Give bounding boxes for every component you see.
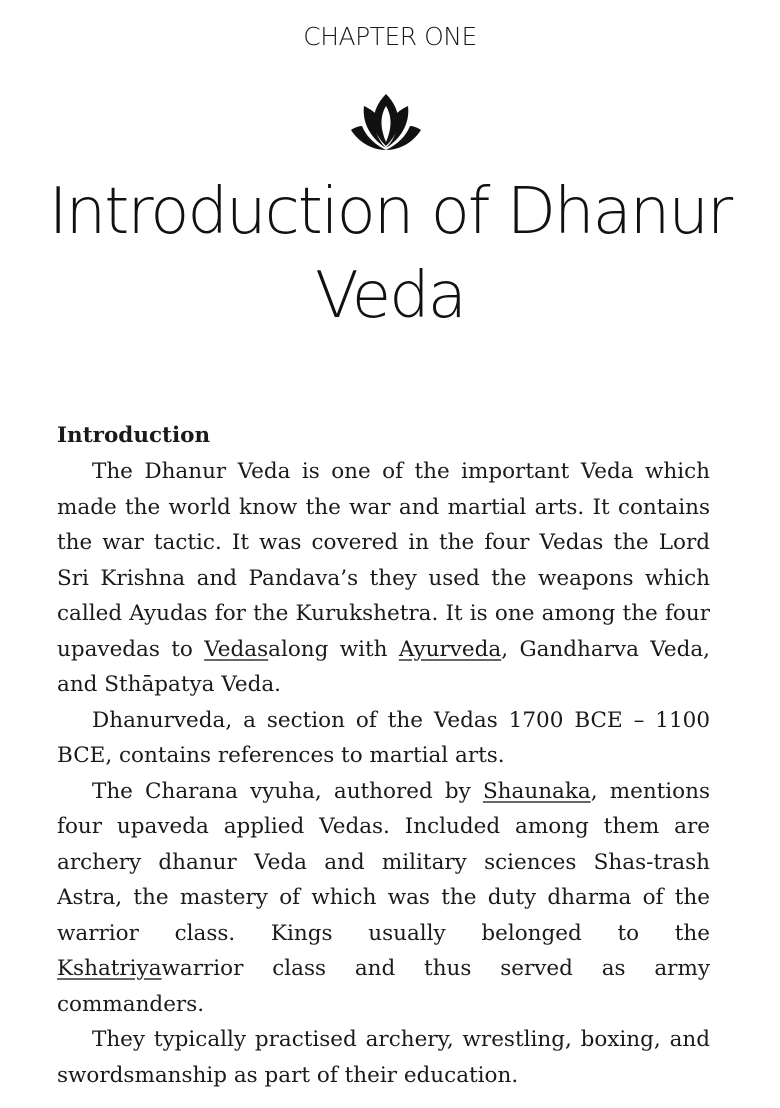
link-kshatriya[interactable]: Kshatriya <box>57 956 162 981</box>
text-segment: warrior class and thus served as army <box>161 956 710 981</box>
text-line <box>57 774 710 810</box>
text-segment: Dhanurveda, a section of the Vedas 1700 BCE – 1100 <box>92 707 710 733</box>
paragraph <box>57 774 710 1023</box>
text-line <box>57 596 710 632</box>
text-line <box>57 1058 710 1094</box>
chapter-label: CHAPTER ONE <box>303 22 477 51</box>
text-segment: along with <box>268 636 399 662</box>
text-line <box>57 703 710 739</box>
text-segment: The Charana vyuha, authored by <box>92 778 483 804</box>
link-vedas[interactable]: Vedas <box>204 636 269 662</box>
text-line <box>57 454 710 490</box>
text-segment: warrior class. Kings usually belonged to the <box>57 920 710 946</box>
text-line <box>57 987 710 1023</box>
text-segment: upavedas to <box>57 636 205 662</box>
text-line <box>57 951 710 987</box>
text-segment: archery dhanur Veda and military sciences Shas-trash <box>57 849 710 875</box>
text-segment: They typically practised archery, wrestling, boxing, and <box>92 1027 710 1052</box>
text-line <box>57 880 710 916</box>
text-segment: , mentions <box>590 778 710 804</box>
text-line <box>57 916 710 952</box>
text-segment: made the world know the war and martial arts. It contains <box>57 494 710 520</box>
text-segment: , Gandharva Veda, <box>501 636 710 662</box>
text-line <box>57 738 710 774</box>
text-line <box>57 632 710 668</box>
paragraph <box>57 454 710 703</box>
chapter-title-line: Veda <box>314 259 466 333</box>
paragraph <box>57 1022 710 1093</box>
section-heading: Introduction <box>57 423 211 448</box>
text-line <box>57 490 710 526</box>
text-line <box>57 1022 710 1058</box>
paragraphs <box>57 454 710 1093</box>
text-line <box>57 667 710 703</box>
text-line <box>57 525 710 561</box>
chapter-body <box>57 418 710 1093</box>
text-segment: Sri Krishna and Pandava’s they used the weapons which <box>57 565 710 591</box>
text-segment: and Sthāpatya Veda. <box>57 672 282 697</box>
text-segment: swordsmanship as part of their education. <box>57 1062 519 1088</box>
paragraph <box>57 703 710 774</box>
text-line <box>57 845 710 881</box>
text-segment: commanders. <box>57 991 205 1017</box>
text-segment: the war tactic. It was covered in the four Vedas the Lord <box>57 530 710 555</box>
link-shaunaka[interactable]: Shaunaka <box>482 778 591 804</box>
lotus-icon <box>350 92 422 154</box>
text-line <box>57 809 710 845</box>
text-segment: four upaveda applied Vedas. Included among them are <box>57 814 710 839</box>
chapter-title-line: Introduction of Dhanur <box>48 175 732 249</box>
link-ayurveda[interactable]: Ayurveda <box>398 636 502 662</box>
text-line <box>57 561 710 597</box>
text-segment: called Ayudas for the Kurukshetra. It is one among the four <box>57 601 710 626</box>
text-segment: The Dhanur Veda is one of the important Veda which <box>92 459 710 484</box>
chapter-title <box>0 170 780 338</box>
text-segment: Astra, the mastery of which was the duty dharma of the <box>57 885 710 910</box>
text-segment: BCE, contains references to martial arts. <box>57 743 505 768</box>
